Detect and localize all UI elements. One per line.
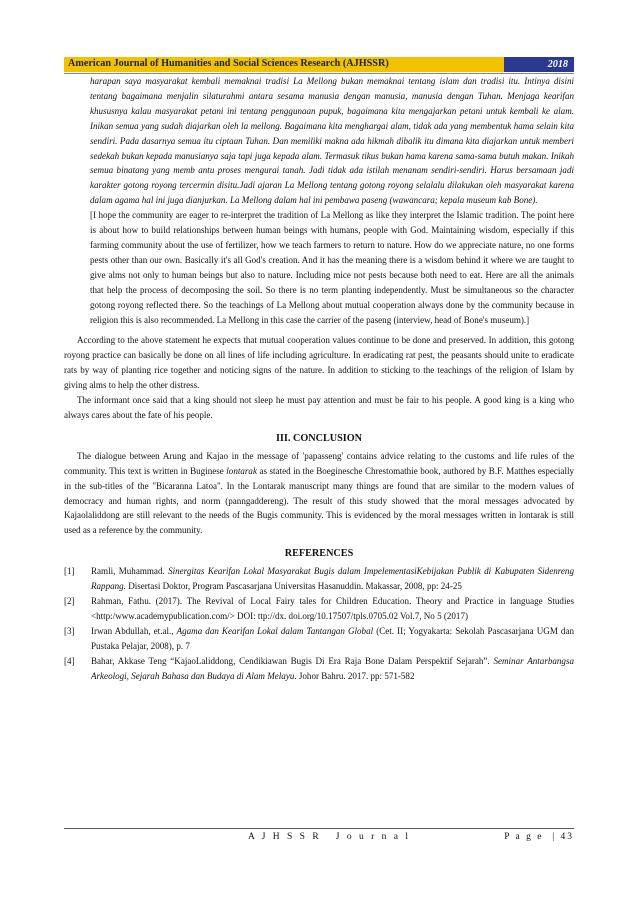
quote-original: harapan saya masyarakat kembali memaknai tradisi La Mellong bukan memaknai tentang islam dan tradisi itu. Intinya disini tentang bagaimana menjalin silaturahmi antara sesama manusia dengan manusia, manusia dengan Tuhan. Menjaga kearifan khususnya kalau masyarakat petani ini tentang penggunaan pupuk, bagaimana kita mengajarkan petani untuk kembali ke alam. Inikan semua yang sudah diajarkan oleh la mellong. Bagaimana kita menghargai alam, tidak ada yang membentuk hama selain kita sendiri. Pada dasarnya semua itu ciptaan Tuhan. Dan memiliki makna ada hikmah dibalik itu dimana kita diajarkan untuk memberi sedekah bukan kepada manusianya saja tapi juga kepada alam. Termasuk tikus bukan hama karena sama-sama butuh makan. Inikah semua binatang yang memb antu proses mengurai tanah. Jadi tidak ada istilah menanam sendiri-sendiri. Harus bersamaan jadi karakter gotong royong tercermin disitu.Jadi ajaran La Mellong tentang gotong royong selalalu dilakukan oleh masyarakat karena dalam agama hal ini juga dianjurkan. La Mellong dalam hal ini pembawa paseng (wawancara; kepala museum kab Bone). <box>90 76 574 206</box>
footer-journal: A J H S S R J o u r n a l <box>248 832 411 842</box>
quote-translation: [I hope the community are eager to re-interpret the tradition of La Mellong as like they interpret the Islamic tradition. The point here is about how to build relationships between human beings with humans, people with God. Maintaining wisdom, especially if this farming community about the use of fertilizer, how we teach farmers to return to nature. How do we appreciate nature, no one forms pests other than our own. Basically it's all God's creation. And it has the meaning there is a wisdom behind it where we are taught to give alms not only to human beings but also to nature. Including mice not pests because both need to eat. Here are all the animals that help the process of decomposing the soil. So there is no term planting independently. Must be simultaneous so the character gotong royong reflected there. So the teachings of La Mellong about mutual cooperation always done by the community because in religion this is also recommended. La Mellong in this case the carrier of the paseng (interview, head of Bone's museum).] <box>90 210 574 325</box>
page-number: P a g e | 43 <box>504 832 574 842</box>
references-list <box>64 564 574 683</box>
page-body <box>64 74 574 684</box>
journal-header <box>64 57 574 72</box>
reference-item: [2] Rahman, Fathu. (2017). The Revival of Local Fairy tales for Children Education. Theory and Practice in language Studies <http:/www.academypublication.com/> DOI: ttp://dx. doi.org/10.17507/tpls.0705.02 Vol.7, No 5 (2017) <box>64 596 574 621</box>
body-paragraph: The informant once said that a king should not sleep he must pay attention and must be fair to his people. A good king is a king who always cares about the fate of his people. <box>64 395 574 420</box>
journal-year: 2018 <box>504 57 574 72</box>
reference-item: [4] Bahar, Akkase Teng “KajaoLaliddong, Cendikiawan Bugis Di Era Raja Bone Dalam Perspektif Sejarah”. Seminar Antarbangsa Arkeologi, Sejarah Bahasa dan Budaya di Alam Melayu. Johor Bahru. 2017. pp: 571-582 <box>64 655 574 681</box>
body-paragraph: According to the above statement he expects that mutual cooperation values continue to be done and preserved. In addition, this gotong royong practice can basically be done on all lines of life including agriculture. In eradicating rat pest, the peasants should unite to eradicate rats by way of planting rice together and noticing signs of the nature. In addition to sticking to the teachings of the religion of Islam by giving alms to help the other distress. <box>64 335 574 391</box>
references-heading: REFERENCES <box>284 548 354 560</box>
journal-title: American Journal of Humanities and Social Sciences Research (AJHSSR) <box>68 58 389 69</box>
footer-divider <box>64 828 574 829</box>
reference-item: [1] Ramli, Muhammad. Sinergitas Kearifan Lokal Masyarakat Bugis dalam ImpelementasiKebijakan Publik di Kabupaten Sidenreng Rappang. Disertasi Doktor, Program Pascasarjana Universitas Hasanuddin. Makassar, 2008, pp: 24-25 <box>64 566 574 592</box>
reference-item: [3] Irwan Abdullah, et.al., Agama dan Kearifan Lokal dalam Tantangan Global (Cet. II; Yogyakarta: Sekolah Pascasarjana UGM dan Pustaka Pelajar, 2008), p. 7 <box>64 625 574 651</box>
conclusion-paragraph: The dialogue between Arung and Kajao in the message of 'papasseng' contains advice relating to the customs and life rules of the community. This text is written in Buginese lontarak as stated in the Boeginesche Chrestomathie book, authored by B.F. Matthes especially in the sub-titles of the "Bicaranna Latoa". In the Lontarak manuscript many things are found that are similar to the modern values of democracy and human rights, and norm (panngaddereng). The result of this study showed that the moral messages advocated by Kajaolaliddong are still relevant to the needs of the Bugis community. This is evidenced by the moral messages written in lontarak is still used as a reference by the community. <box>64 450 574 536</box>
interview-quote <box>90 74 574 327</box>
conclusion-heading: III. CONCLUSION <box>275 432 363 444</box>
